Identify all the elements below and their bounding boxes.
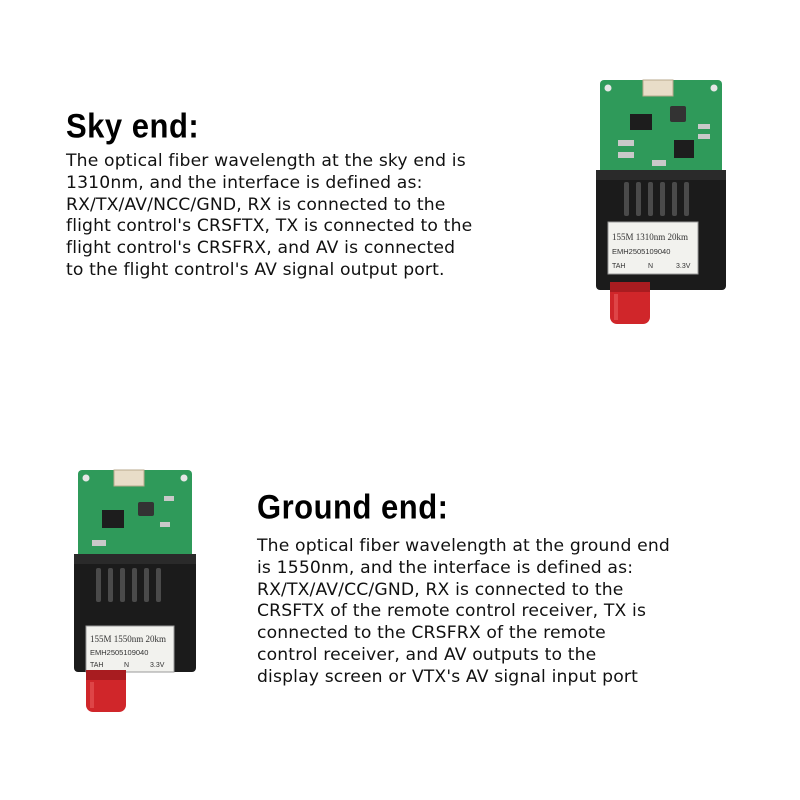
sky-end-fiber-module-image: [588, 70, 733, 340]
ground-end-description: [257, 536, 670, 689]
label-line-1: 155M 1550nm 20km: [90, 634, 167, 644]
label-line-1: 155M 1310nm 20km: [612, 232, 689, 242]
sky-text-line: to the flight control's AV signal output port.: [66, 259, 445, 280]
ground-text-line: is 1550nm, and the interface is defined as:: [257, 557, 634, 578]
label-line-3-right: 3.3V: [676, 263, 691, 270]
ground-text-line: display screen or VTX's AV signal input port: [257, 666, 638, 687]
sky-text-line: flight control's CRSFRX, and AV is connected: [66, 238, 456, 259]
ground-end-heading: Ground end:: [257, 487, 449, 527]
sky-end-heading: Sky end:: [66, 106, 200, 146]
sky-end-description: [66, 151, 472, 282]
ground-text-line: connected to the CRSFRX of the remote: [257, 623, 606, 644]
ground-end-fiber-module-image: [68, 460, 203, 720]
pin-header: [643, 80, 673, 96]
pin-header: [114, 470, 144, 486]
sky-text-line: The optical fiber wavelength at the sky end is: [66, 151, 466, 171]
ground-text-line: The optical fiber wavelength at the ground end: [257, 536, 670, 556]
sky-text-line: RX/TX/AV/NCC/GND, RX is connected to the: [66, 194, 446, 215]
label-line-2: EMH2505109040: [90, 648, 149, 657]
label-line-3-right: 3.3V: [150, 662, 165, 669]
label-line-3-left: TAH: [612, 263, 626, 270]
ground-text-line: CRSFTX of the remote control receiver, TX is: [257, 601, 647, 622]
label-line-2: EMH2505109040: [612, 247, 671, 256]
label-line-3-mid: N: [648, 263, 654, 270]
sky-text-line: 1310nm, and the interface is defined as:: [66, 172, 423, 193]
sky-text-line: flight control's CRSFTX, TX is connected to the: [66, 216, 473, 237]
ground-text-line: RX/TX/AV/CC/GND, RX is connected to the: [257, 579, 624, 600]
label-line-3-left: TAH: [90, 662, 104, 669]
ground-text-line: control receiver, and AV outputs to the: [257, 644, 597, 665]
label-line-3-mid: N: [124, 662, 130, 669]
